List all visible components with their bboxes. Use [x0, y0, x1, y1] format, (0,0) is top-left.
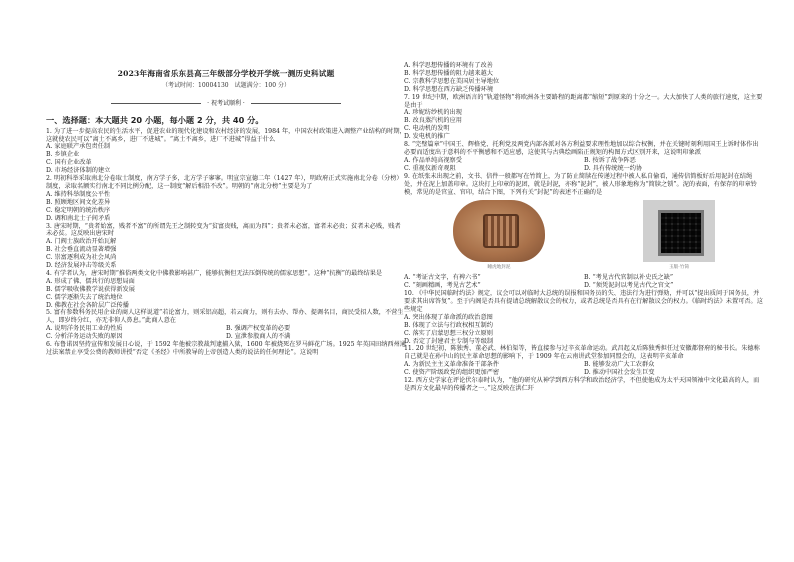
answer-option: C. 使资产阶级政党的组织更加严密	[404, 369, 500, 377]
left-column	[46, 0, 406, 357]
answer-option: D. 科学思想在西方缺乏传播环境	[404, 85, 494, 93]
answer-option: C. 重视仪新奇观阻	[404, 164, 456, 172]
answer-option: B. 照顾地区间文化差异	[46, 198, 111, 206]
figure	[453, 200, 545, 272]
answer-option: D. 调和南北士子间矛盾	[46, 214, 111, 222]
answer-option-row	[404, 282, 764, 290]
question	[404, 141, 764, 173]
question-stem: 8. “完璧篇章”中国王、辉格党、托利党及两党内部各派对各方利益要求理性地加以综合权衡，并在关键时刻利用国王上诉时体作出必要而适度出于意料的不平衡感和不适应感，这使其与古典绘画陷正规矩的构图方式区别开来，这说明印象派	[404, 141, 759, 156]
question	[404, 345, 764, 377]
answer-option: B. 社会垂直流动显著增强	[46, 246, 117, 254]
question-stem: 10. 《中华民国临时约法》规定，议会可以对临时大总统的误报和国务员的失、违法行为进行弹劾，并可以“提出质问于国务员，并要求其出席答复”。至于内阁是否具有提请总统解散议会的权力，或者总统是否具有在行解散议会的权力。《临时约法》未置可否。这些规定	[404, 290, 763, 313]
answer-option: B. 按诉了战争阵恶	[584, 156, 636, 164]
figure-caption: 睡虎地封泥	[487, 265, 511, 271]
divider	[111, 103, 201, 104]
notice-text: · 祝考试顺利 ·	[207, 99, 245, 107]
answer-option: A. 家庭联产承包责任制	[46, 143, 111, 151]
answer-option-row	[404, 361, 764, 369]
question-stem: 6. 布鲁诺因坚持宣传和发展日心说，于 1592 年他被宗教裁判逮捕入狱，1600 年被烧死在罗马鲜花广场。1925 年英国田纳西州通过法案禁止享受公费的教师讲授“否定《圣经》中所教导的上帝创造人类的说法的任何理论”。这说明	[46, 341, 406, 356]
answer-option: B. 改良蒸汽机的应用	[404, 117, 462, 125]
question-stem: 3. 唐宋时期，“贵者始富，贱者不富”的所谓先王之制转变为“贫富贵贱，离而为四”；贵者未必富，富者未必贵；贫者未必贱，贱者未必贫。这反映出唐宋时	[46, 222, 401, 238]
question	[46, 270, 406, 310]
answer-option-row	[404, 369, 764, 377]
answer-option: D. 否定了封建君主专制与等级制	[404, 337, 494, 345]
figure	[643, 200, 715, 272]
question	[46, 128, 406, 175]
answer-option: A. 珍妮纺纱机的出现	[404, 109, 462, 117]
question	[404, 173, 764, 273]
answer-option: D. “须凭泥封以考见古代之官文”	[584, 282, 674, 290]
divider	[251, 103, 341, 104]
answer-option: A. 门阀士族政治开始瓦解	[46, 238, 117, 246]
question	[46, 309, 406, 341]
answer-option: B. 体现了立法与行政权相互制约	[404, 321, 493, 329]
answer-option-row	[404, 165, 764, 173]
answer-option: B. 强调产权变革的必要	[226, 325, 291, 333]
exam-meta: （考试时间：10004130 试题满分：100 分）	[162, 81, 290, 89]
answer-option: C. 宗教科学思想在美国居主导地位	[404, 77, 500, 85]
answer-option: D. 发电机的推广	[404, 133, 450, 141]
question-stem: 4. 有学者认为，唐宋时期“推俗两类文化中佛教影响甚广，能够抗衡但无法压倒传统的儒家思想”。这种“抗衡”的最终结果是	[46, 269, 383, 277]
answer-option: A. 维持科举制度公平性	[46, 190, 111, 198]
question-stem: 5. 富有参数科务民用企业的商人这样说道“若论富力，则采铝高超，若云商力，则有去办、帮办、提调名目，商民受招人数，不营生人，即岁终分红，亦无非仰人鼻息。”此商人意在	[46, 309, 404, 325]
left-question-list	[46, 128, 406, 357]
answer-option: C. “刻画精画，考见古艺术”	[404, 282, 481, 290]
question-stem: 7. 19 世纪中期，欧洲语言的“轨道怪物”将欧洲各主要路程的距离都“缩短”到原来的十分之一。大大加快了人类的旅行速度，这主要是由于	[404, 93, 763, 109]
answer-option: C. 分析洋务运动失败的原因	[46, 333, 123, 341]
answer-option: C. 电动机的发明	[404, 125, 450, 133]
question-stem: 12. 西方史学家在评论伏尔泰时认为，“他的研究从神学到西方科学和政治经济学，不但使他成为太平天国领袖中文化最高的人，而是西方文化最早的传播者之一。”这反映在洪仁玕	[404, 377, 760, 392]
answer-option: A. 为新民主主义革命准备干部条件	[404, 361, 500, 369]
seal-stamp-image	[643, 200, 715, 262]
question-stem: 11. 20 世纪初，陈独秀、董必武、林伯渠等，皆直接参与过辛亥革命运动。武昌起义后陈独秀担任过安徽都督府的秘书长。朱德称自己就是在孙中山的民主革命思想的影响下，于 1909 年在云南讲武堂参加同盟会的，这表明辛亥革命	[404, 345, 760, 361]
answer-option: C. 国有企业改革	[46, 159, 92, 167]
question-stem: 1. 为了进一步提高农民的生活水平，促进农业的现代化建设和农村经济的发展，1984 年，中国农村政策进入调整产业结构的时期，这就使农民可以“离土不离乡，进厂不进城”。“离土不离乡，进厂不进城”得益于什么	[46, 127, 406, 143]
answer-option: C. 儒学逐渐失去了统治地位	[46, 293, 123, 301]
question	[46, 175, 406, 222]
answer-option-row	[46, 333, 406, 341]
figure-caption: 玉版·竹简	[669, 265, 689, 271]
answer-option: A. 说明洋务民用工业的性质	[46, 325, 123, 333]
seal-pattern	[483, 214, 519, 248]
answer-option: A. 科学思想传播的环境有了改善	[404, 62, 493, 69]
answer-option: D. 市场经济体制的建立	[46, 167, 111, 175]
question	[46, 223, 406, 270]
clay-seal-image	[453, 200, 545, 262]
answer-option: B. 儒学吸收佛教学说获得新发展	[46, 285, 135, 293]
answer-option: D. 推动中国社会发生巨变	[584, 369, 655, 377]
answer-option: C. 稳定明朝的统治秩序	[46, 206, 111, 214]
answer-option: A. 突出体现了革命派的政治意图	[404, 313, 493, 321]
right-column	[404, 0, 764, 393]
right-question-list	[404, 62, 764, 393]
section-heading: 一、选择题：本大题共 20 小题，每小题 2 分，共 40 分。	[46, 114, 264, 125]
question-figures	[404, 200, 764, 272]
question-stem: 9. 在纸张未出现之前，文书、信件一般都写在竹简上，为了防止简牍在传递过程中被人私自偷看，通传信简板好后用泥封在结绳处，并在泥上加盖印章。这块打上印章的泥团，就是封泥，亦称“泥封”，被人形象地称为“简牍之锁”。泥的表面，有保存的印章铃模，常见的是官宣、官印，结合下图，下列有关“封泥”的表述不正确的是	[404, 172, 757, 196]
question	[404, 274, 764, 290]
answer-option-row	[404, 157, 764, 165]
seal-pattern	[658, 210, 704, 256]
answer-option: C. 崇富逐利成为社会风尚	[46, 254, 117, 262]
answer-option: B. 科学思想传播的阻力越来越大	[404, 69, 493, 77]
question	[404, 94, 764, 141]
answer-option: A. 形成了佛、儒共行的思想局面	[46, 277, 135, 285]
question	[404, 62, 764, 94]
answer-option: D. 经济发展冲击等级关系	[46, 262, 117, 270]
answer-option: D. 宣泄参股商人的不满	[226, 333, 291, 341]
answer-option: A. 作品单纯高视察受	[404, 156, 462, 164]
answer-option: B. 能够发动广大工农群众	[584, 361, 655, 369]
question-stem: 2. 明初科举采取南北分卷取士制度，南方学子多，北方学子寥寥。明宣宗宣德二年（1427 年），明政府正式实施南北分卷（分榜）制度，录取名额实行南北不同比例分配，这一制度“解后相沿不改”。明朝的“南北分榜”主要是为了	[46, 175, 403, 190]
answer-option: C. 落实了启蒙思想三权分立原则	[404, 329, 493, 337]
answer-option-row	[46, 325, 406, 333]
question	[404, 377, 764, 393]
answer-option: D. 佛教在社会各阶层广泛传播	[46, 301, 129, 309]
answer-option: D. 具有传统统一约协	[584, 164, 643, 172]
answer-option: A. “考证古文字，有裨六书”	[404, 274, 481, 282]
question	[404, 290, 764, 345]
notice-row	[46, 100, 406, 108]
exam-title: 2023年海南省乐东县高三年级部分学校开学统一测历史科试题	[117, 69, 335, 78]
answer-option: B. “考见古代官制以补史氏之缺”	[584, 274, 674, 282]
answer-option: B. 乡镇企业	[46, 151, 80, 159]
question	[46, 341, 406, 357]
